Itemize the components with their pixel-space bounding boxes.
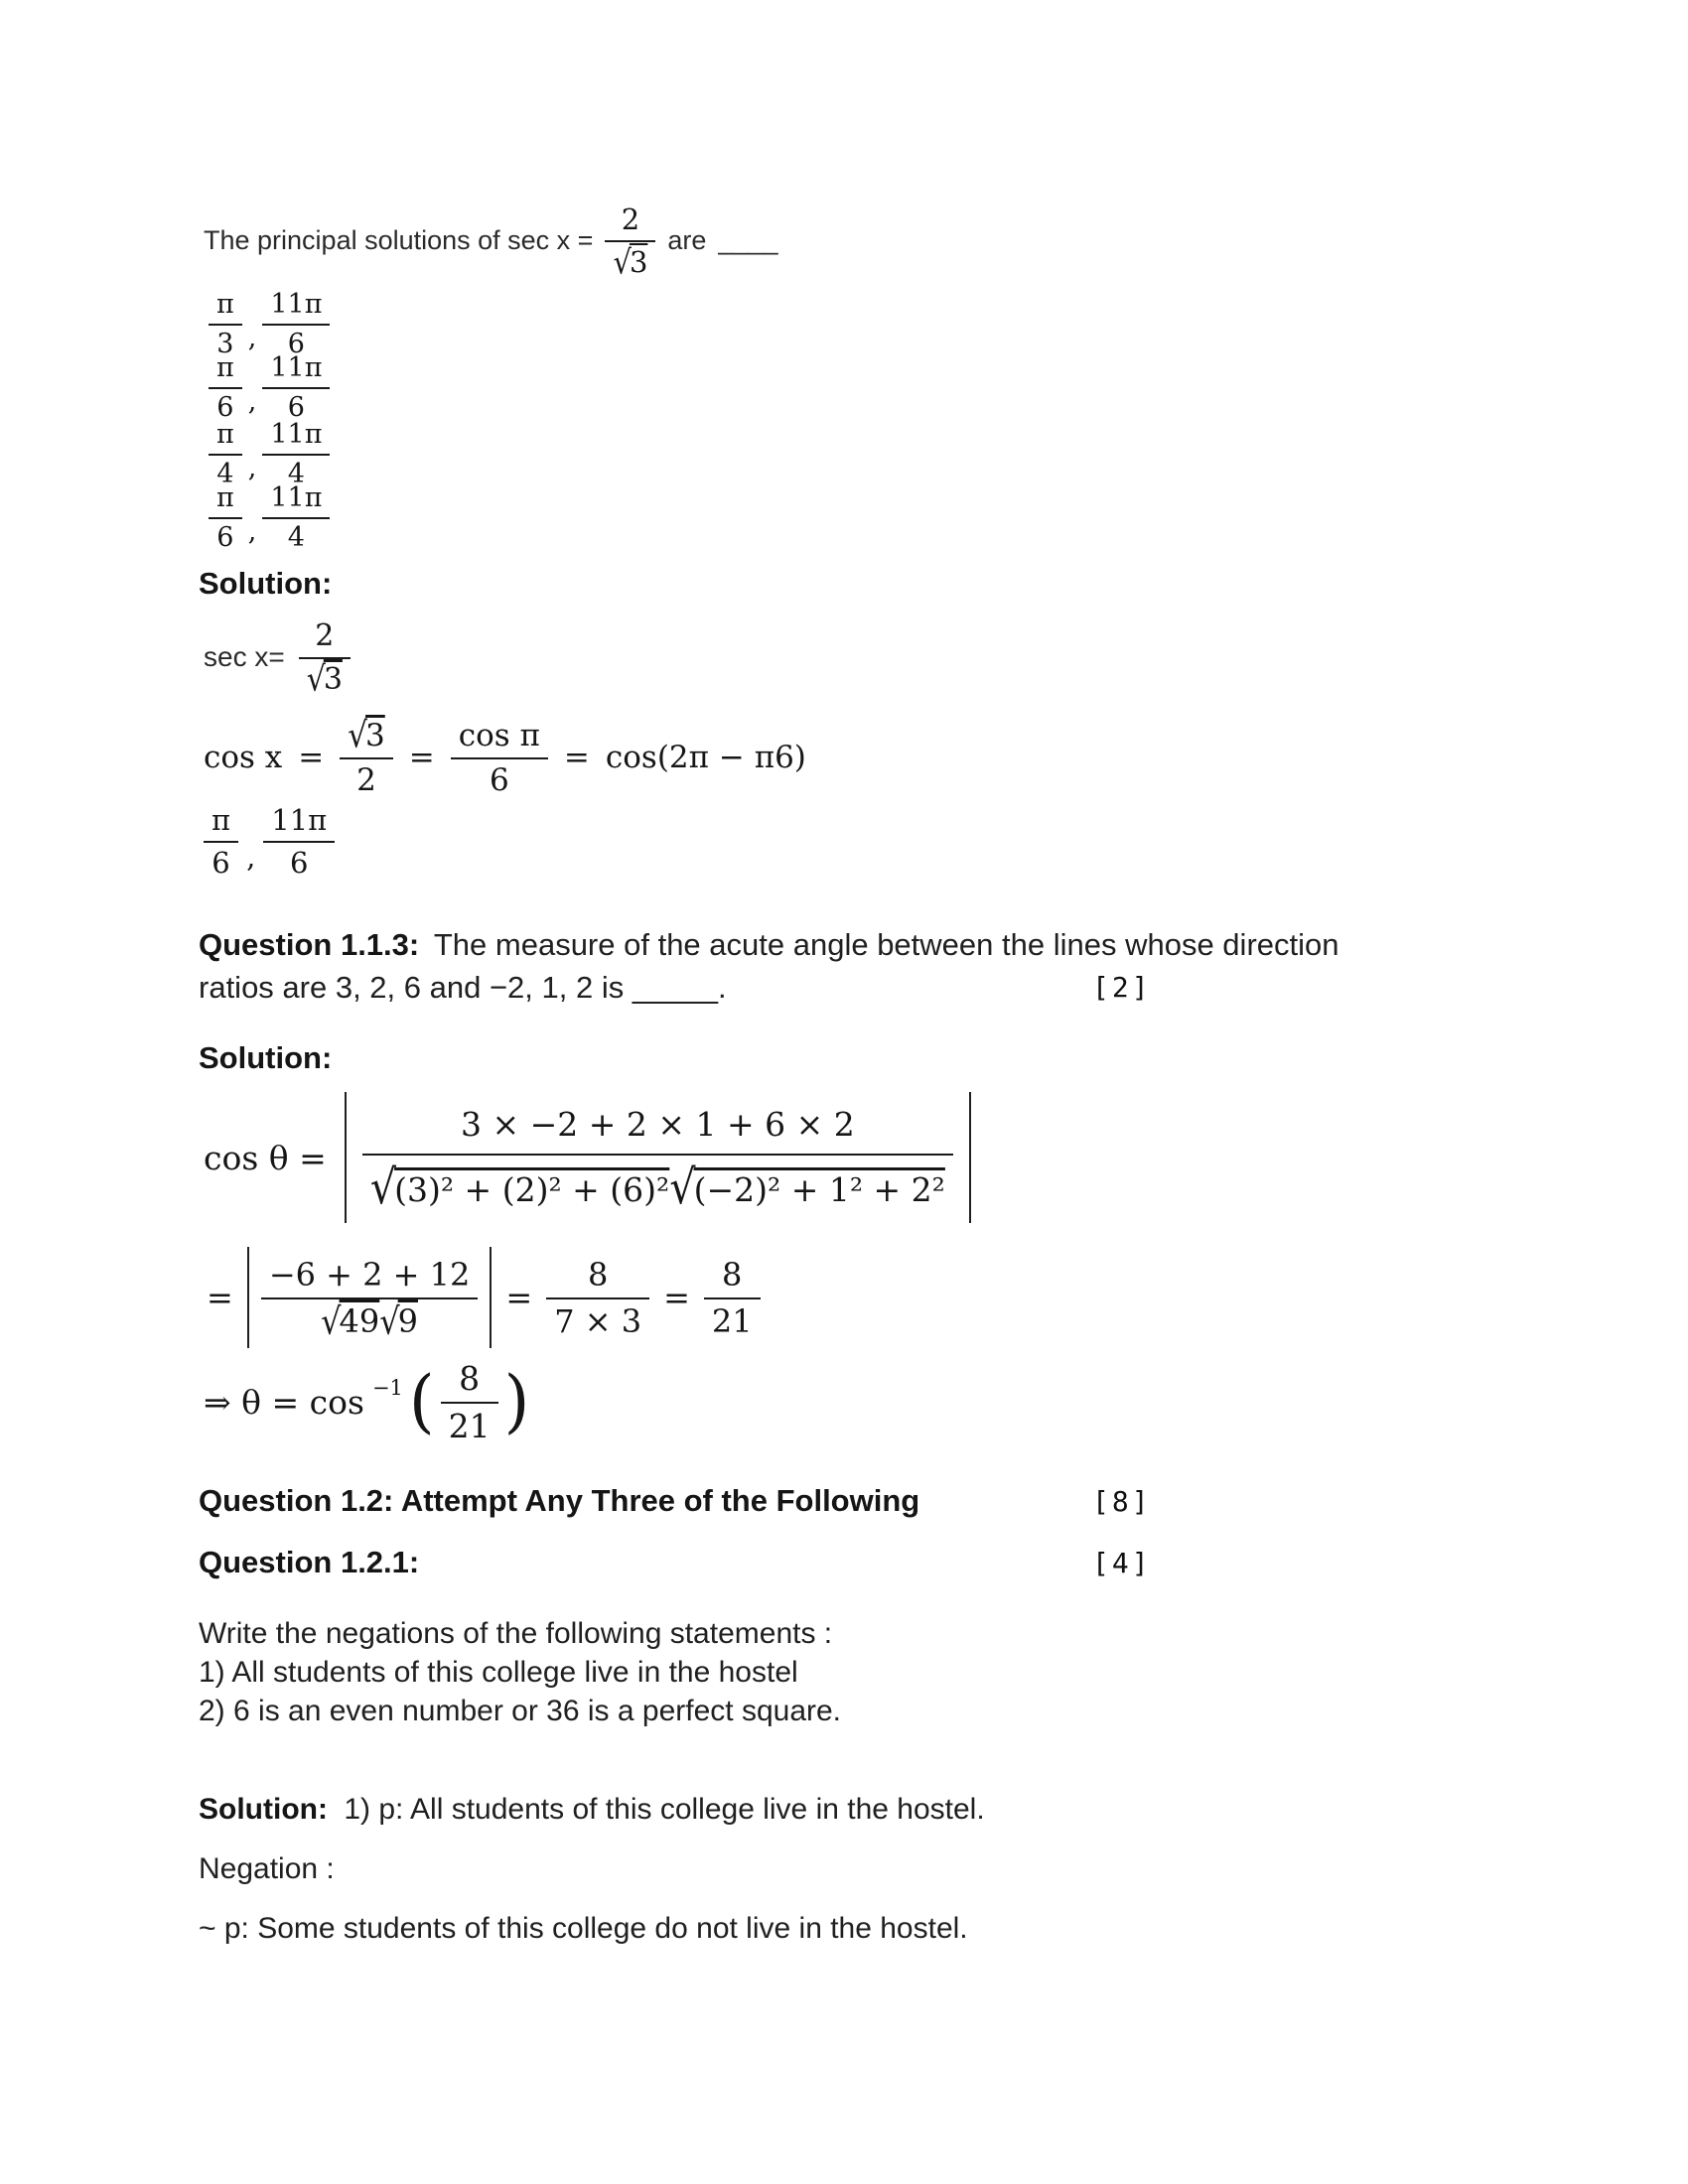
- equals-sign: =: [408, 740, 435, 775]
- comma-separator: ,: [246, 840, 256, 874]
- fraction-numerator: π: [204, 802, 238, 843]
- cos-lhs: cos x: [204, 740, 283, 775]
- radical-sign: √: [321, 1299, 342, 1343]
- fraction-denominator: 6: [287, 329, 305, 359]
- equals-sign: =: [563, 740, 590, 775]
- fraction-8-over-7x3: [546, 1255, 649, 1340]
- fraction-numerator: π: [209, 288, 242, 326]
- fraction-2-over-sqrt3: [299, 617, 351, 700]
- comma-separator: ,: [247, 386, 257, 417]
- question-113-heading: [199, 923, 1415, 1009]
- solution-label-2: Solution:: [199, 1040, 333, 1075]
- fraction-numerator: 11π: [262, 351, 330, 389]
- fraction-numerator: 8: [441, 1358, 498, 1404]
- fraction-numerator: 8: [704, 1255, 761, 1299]
- fraction-numerator: π: [209, 351, 242, 389]
- option-fraction-1: [209, 481, 242, 553]
- fraction-numerator: π: [209, 418, 242, 456]
- fraction-numerator: 8: [546, 1255, 649, 1299]
- cos-rhs: cos(2π − π6): [605, 740, 806, 775]
- comma-separator: ,: [247, 323, 257, 353]
- fraction-numerator: 2: [299, 617, 351, 659]
- radicand: (3)² + (2)² + (6)²: [394, 1170, 670, 1209]
- fraction-2-over-sqrt3: [605, 202, 655, 282]
- fraction-numerator: 11π: [262, 418, 330, 456]
- sec-equation-line: [204, 617, 351, 700]
- comma-separator: ,: [247, 516, 257, 547]
- fraction-denominator: 21: [448, 1407, 491, 1445]
- answer-option-4: [209, 481, 330, 553]
- cos-theta-equation: [204, 1092, 971, 1223]
- marks-badge-q12: [8]: [1092, 1485, 1152, 1518]
- absolute-value-bars: [247, 1247, 492, 1348]
- fraction-denominator: 6: [489, 762, 509, 798]
- fraction-denominator: 4: [216, 459, 234, 489]
- cos-theta-lhs: cos θ =: [204, 1138, 327, 1177]
- radicand: 3: [365, 718, 385, 753]
- fraction-denominator: 2: [356, 762, 376, 798]
- fraction-denominator: 4: [287, 459, 305, 489]
- radical-sign: √: [613, 242, 632, 282]
- fraction-denominator: 6: [211, 846, 230, 880]
- solution-label-3: Solution:: [199, 1793, 328, 1826]
- equals-sign: =: [298, 740, 325, 775]
- cos-equation-line: [204, 717, 806, 798]
- sec-lhs: sec x=: [204, 641, 285, 672]
- simplified-equation: [207, 1247, 761, 1348]
- negation-label: Negation :: [199, 1852, 335, 1885]
- option-fraction-2: [262, 481, 330, 553]
- fraction-abs: [261, 1255, 479, 1343]
- answer-option-1: [209, 288, 330, 359]
- option-fraction-2: [262, 351, 330, 423]
- fraction-numerator: cos π: [451, 717, 548, 759]
- fraction-denominator: 6: [216, 522, 234, 553]
- option-fraction-1: [209, 288, 242, 359]
- radical-sign: √: [306, 659, 326, 700]
- fraction-denominator: [605, 242, 655, 282]
- absolute-value-bars: [345, 1092, 971, 1223]
- question-121-heading: Question 1.2.1:: [199, 1545, 420, 1579]
- fraction-numerator: 3 × −2 + 2 × 1 + 6 × 2: [362, 1104, 953, 1156]
- open-parenthesis: (: [408, 1361, 435, 1442]
- option-fraction-2: [262, 288, 330, 359]
- radical-term-2: [669, 1160, 945, 1215]
- statement-2: 2) 6 is an even number or 36 is a perfect square.: [199, 1695, 842, 1727]
- statement-1: 1) All students of this college live in the hostel: [199, 1656, 798, 1689]
- fraction-denominator: [261, 1299, 479, 1343]
- option-fraction-1: [209, 418, 242, 489]
- fraction-numerator: [340, 717, 393, 759]
- radical-term-1: [369, 1160, 670, 1215]
- theta-lhs: ⇒ θ = cos: [204, 1382, 364, 1422]
- prompt-text-before: The principal solutions of sec x =: [204, 224, 594, 255]
- statement-intro: Write the negations of the following statements :: [199, 1617, 833, 1650]
- fraction-denominator: 4: [287, 522, 305, 553]
- fraction-numerator: −6 + 2 + 12: [261, 1255, 479, 1299]
- question-113-number: Question 1.1.3:: [199, 927, 420, 962]
- option-fraction-1: [209, 351, 242, 423]
- close-parenthesis: ): [503, 1361, 530, 1442]
- option-fraction-2: [262, 418, 330, 489]
- fraction-denominator: [362, 1156, 953, 1215]
- radical-sign: √: [379, 1299, 400, 1343]
- radical-term-2: [379, 1299, 419, 1343]
- radicand: 49: [339, 1302, 380, 1340]
- question-112-prompt: [204, 202, 778, 282]
- theta-result-equation: [204, 1358, 529, 1445]
- radical-term-1: [321, 1299, 380, 1343]
- fraction-cospi-over-6: [451, 717, 548, 798]
- solution-3-text: 1) p: All students of this college live in the hostel.: [344, 1793, 985, 1826]
- comma-separator: ,: [247, 453, 257, 483]
- answer-fraction-1: [204, 802, 238, 880]
- radicand: 9: [397, 1302, 419, 1340]
- equals-sign: =: [505, 1279, 533, 1316]
- answer-line: [204, 802, 335, 880]
- question-12-heading: Question 1.2: Attempt Any Three of the Following: [199, 1483, 920, 1518]
- radicand: 3: [629, 245, 648, 279]
- radical-sign: √: [669, 1160, 696, 1215]
- marks-badge-q121: [4]: [1092, 1547, 1152, 1579]
- fraction-denominator: [299, 659, 351, 700]
- radical-sign: √: [369, 1160, 397, 1215]
- equals-sign: =: [663, 1279, 690, 1316]
- fraction-denominator: 6: [287, 392, 305, 423]
- fraction-denominator: 3: [216, 329, 234, 359]
- question-121-body: [199, 1614, 841, 1730]
- answer-option-3: [209, 418, 330, 489]
- question-113-text: The measure of the acute angle between the lines whose direction ratios are 3, 2, 6 and −2, 1, 2 is _____.: [199, 927, 1339, 1005]
- fraction-denominator: 21: [711, 1302, 753, 1340]
- fraction-numerator: 2: [605, 202, 655, 242]
- fraction-8-over-21: [704, 1255, 761, 1340]
- radical-sign: √: [348, 715, 368, 756]
- solution-3-line: [199, 1793, 985, 1827]
- fraction-numerator: π: [209, 481, 242, 519]
- solution-label-1: Solution:: [199, 566, 333, 601]
- big-fraction: [362, 1104, 953, 1215]
- fraction-denominator: 6: [216, 392, 234, 423]
- marks-badge-q113: [2]: [1092, 971, 1152, 1004]
- fraction-8-over-21: [441, 1358, 498, 1445]
- answer-option-2: [209, 351, 330, 423]
- radicand: (−2)² + 1² + 2²: [693, 1170, 945, 1209]
- prompt-text-after: are: [667, 224, 707, 255]
- radicand: 3: [323, 662, 343, 697]
- fraction-sqrt3-over-2: [340, 717, 393, 798]
- fraction-numerator: 11π: [263, 802, 335, 843]
- negation-statement: ~ p: Some students of this college do not live in the hostel.: [199, 1912, 968, 1945]
- equals-sign: =: [207, 1279, 233, 1316]
- fraction-numerator: 11π: [262, 288, 330, 326]
- inverse-superscript: −1: [371, 1376, 403, 1400]
- fraction-denominator: 6: [290, 846, 309, 880]
- answer-blank: ____: [718, 224, 778, 255]
- fraction-numerator: 11π: [262, 481, 330, 519]
- answer-fraction-2: [263, 802, 335, 880]
- fraction-denominator: 7 × 3: [554, 1302, 642, 1340]
